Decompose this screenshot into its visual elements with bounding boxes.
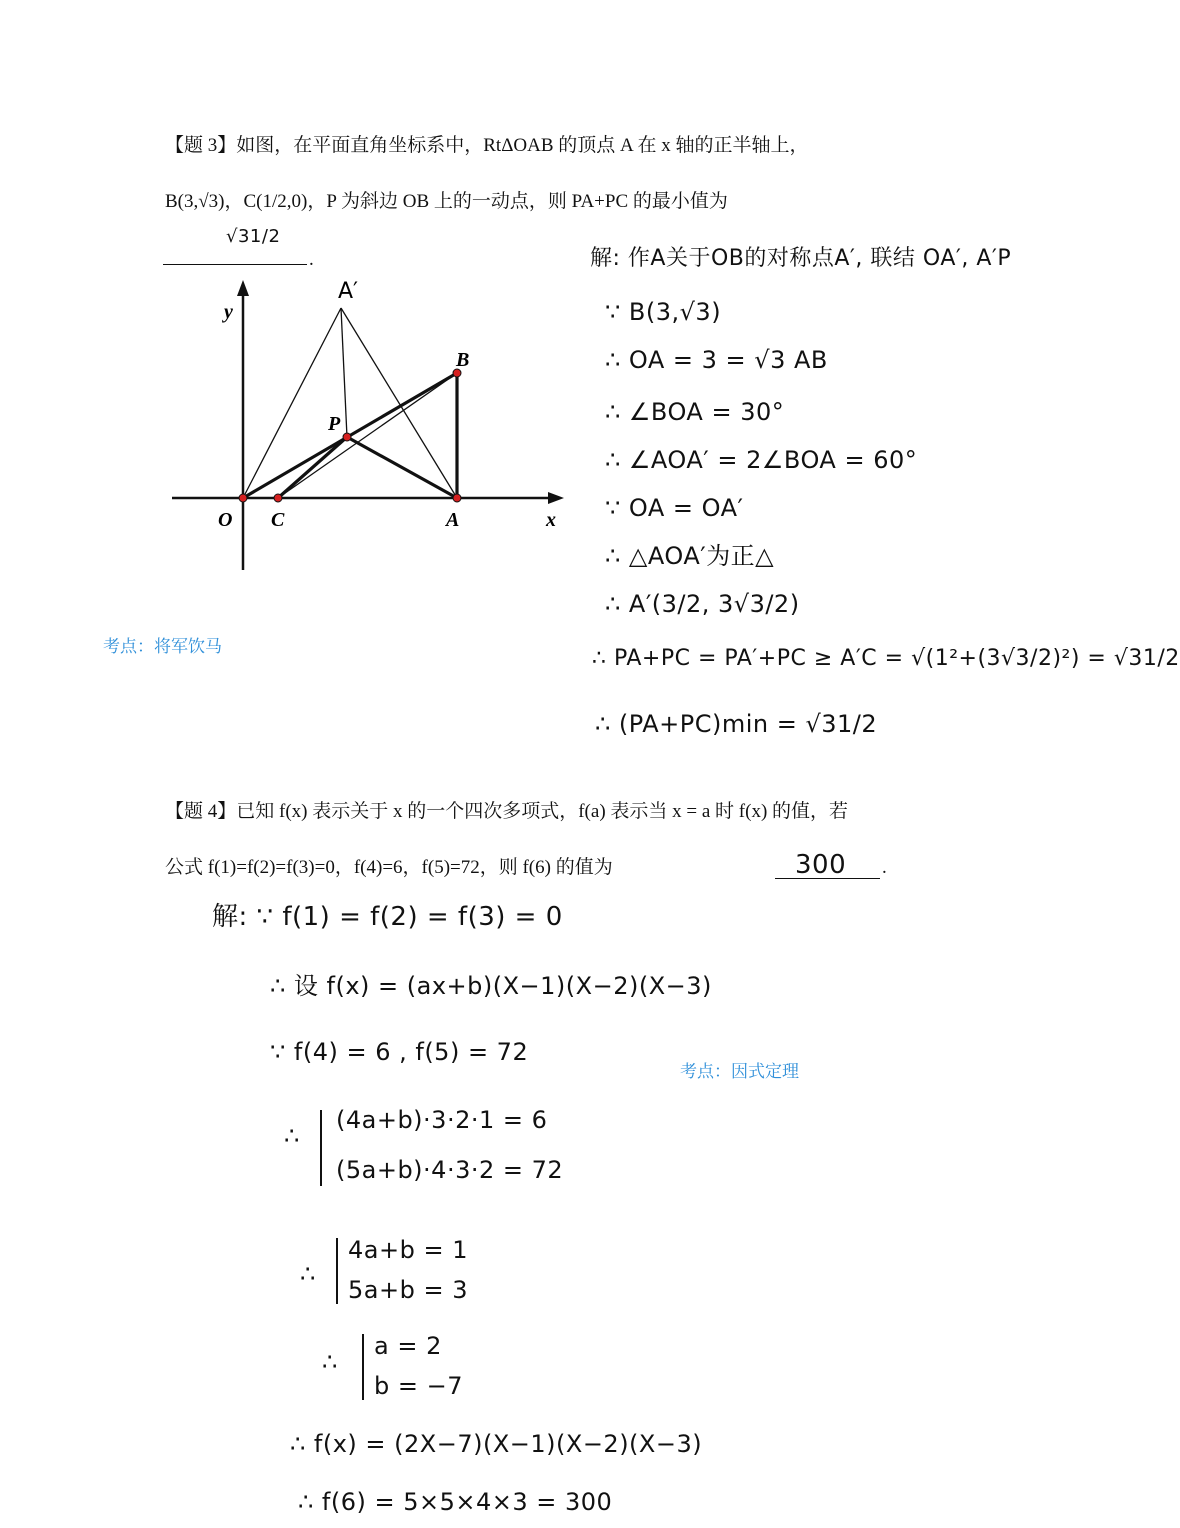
q4-system3-brace: [362, 1334, 364, 1400]
q3-answer: √31/2: [226, 226, 281, 247]
q4-system2-prefix: ∴: [300, 1260, 316, 1288]
label-x: x: [546, 509, 556, 531]
point-o: [239, 494, 247, 502]
q4-solution-line-3: ∵ f(4) = 6 , f(5) = 72: [270, 1038, 529, 1066]
label-b: B: [456, 349, 470, 371]
q4-system3-eq2: b = −7: [374, 1372, 463, 1400]
q3-solution-line-3: ∴ OA = 3 = √3 AB: [605, 346, 828, 374]
q4-answer: 300: [795, 850, 847, 880]
label-y: y: [224, 301, 233, 323]
q4-statement-line1: 【题 4】已知 f(x) 表示关于 x 的一个四次多项式，f(a) 表示当 x = a 时 f(x) 的值，若: [165, 801, 849, 822]
y-axis-arrow: [237, 280, 249, 296]
q4-solution-line-2: ∴ 设 f(x) = (ax+b)(X−1)(X−2)(X−3): [270, 972, 712, 1000]
q3-solution-line-1: 解: 作A关于OB的对称点A′, 联结 OA′, A′P: [590, 246, 1012, 271]
q3-solution-line-10: ∴ (PA+PC)min = √31/2: [595, 710, 878, 738]
q4-system1-eq1: (4a+b)·3·2·1 = 6: [336, 1106, 548, 1134]
q3-kaodian: 考点：将军饮马: [103, 637, 222, 656]
point-p: [343, 433, 351, 441]
q4-system2-eq2: 5a+b = 3: [348, 1276, 468, 1304]
segment-a-prime-p: [341, 308, 347, 437]
q4-statement-line2: 公式 f(1)=f(2)=f(3)=0，f(4)=6，f(5)=72，则 f(6) 的值为: [165, 857, 613, 878]
q4-system2-brace: [336, 1238, 338, 1304]
label-a: A: [446, 509, 460, 531]
x-axis-arrow: [548, 492, 564, 504]
q3-solution-line-2: ∵ B(3,√3): [605, 298, 722, 326]
segment-a-prime-a: [341, 308, 457, 498]
q4-system3-eq1: a = 2: [374, 1332, 442, 1360]
q4-answer-end: .: [882, 857, 887, 878]
q3-solution-line-9: ∴ PA+PC = PA′+PC ≥ A′C = √(1²+(3√3/2)²) = √31/2: [592, 646, 1180, 671]
q3-solution-line-7: ∴ △AOA′为正△: [605, 542, 775, 570]
q3-solution-line-4: ∴ ∠BOA = 30°: [605, 398, 785, 426]
q4-system3-prefix: ∴: [322, 1348, 338, 1376]
q3-figure: [160, 270, 580, 580]
q3-answer-blank: [163, 264, 307, 265]
point-c: [274, 494, 282, 502]
segment-pa: [347, 437, 457, 498]
q3-solution-line-6: ∵ OA = OA′: [605, 494, 744, 522]
q4-system1-brace: [320, 1110, 322, 1186]
q4-system2-eq1: 4a+b = 1: [348, 1236, 468, 1264]
point-a: [453, 494, 461, 502]
label-a-prime: A′: [338, 279, 359, 304]
label-o: O: [218, 509, 233, 531]
q4-solution-line-1: 解: ∵ f(1) = f(2) = f(3) = 0: [212, 902, 563, 932]
q3-statement-line2: B(3,√3)，C(1/2,0)，P 为斜边 OB 上的一动点，则 PA+PC 的最小值为: [165, 191, 728, 212]
q4-kaodian: 考点：因式定理: [680, 1062, 799, 1081]
q3-statement-line1: 【题 3】如图，在平面直角坐标系中，RtΔOAB 的顶点 A 在 x 轴的正半轴上，: [165, 135, 809, 156]
segment-pc: [278, 437, 347, 498]
label-p: P: [328, 413, 341, 435]
q4-system1-eq2: (5a+b)·4·3·2 = 72: [336, 1156, 564, 1184]
q3-solution-line-5: ∴ ∠AOA′ = 2∠BOA = 60°: [605, 446, 918, 474]
q4-system1-prefix: ∴: [284, 1122, 300, 1150]
q3-answer-end: .: [309, 249, 314, 270]
q4-solution-line-8: ∴ f(6) = 5×5×4×3 = 300: [298, 1488, 613, 1516]
q3-solution-line-8: ∴ A′(3/2, 3√3/2): [605, 590, 800, 618]
segment-c-b-thin: [278, 373, 457, 498]
q4-answer-blank: [775, 878, 880, 879]
label-c: C: [271, 509, 285, 531]
q4-solution-line-7: ∴ f(x) = (2X−7)(X−1)(X−2)(X−3): [290, 1430, 703, 1458]
